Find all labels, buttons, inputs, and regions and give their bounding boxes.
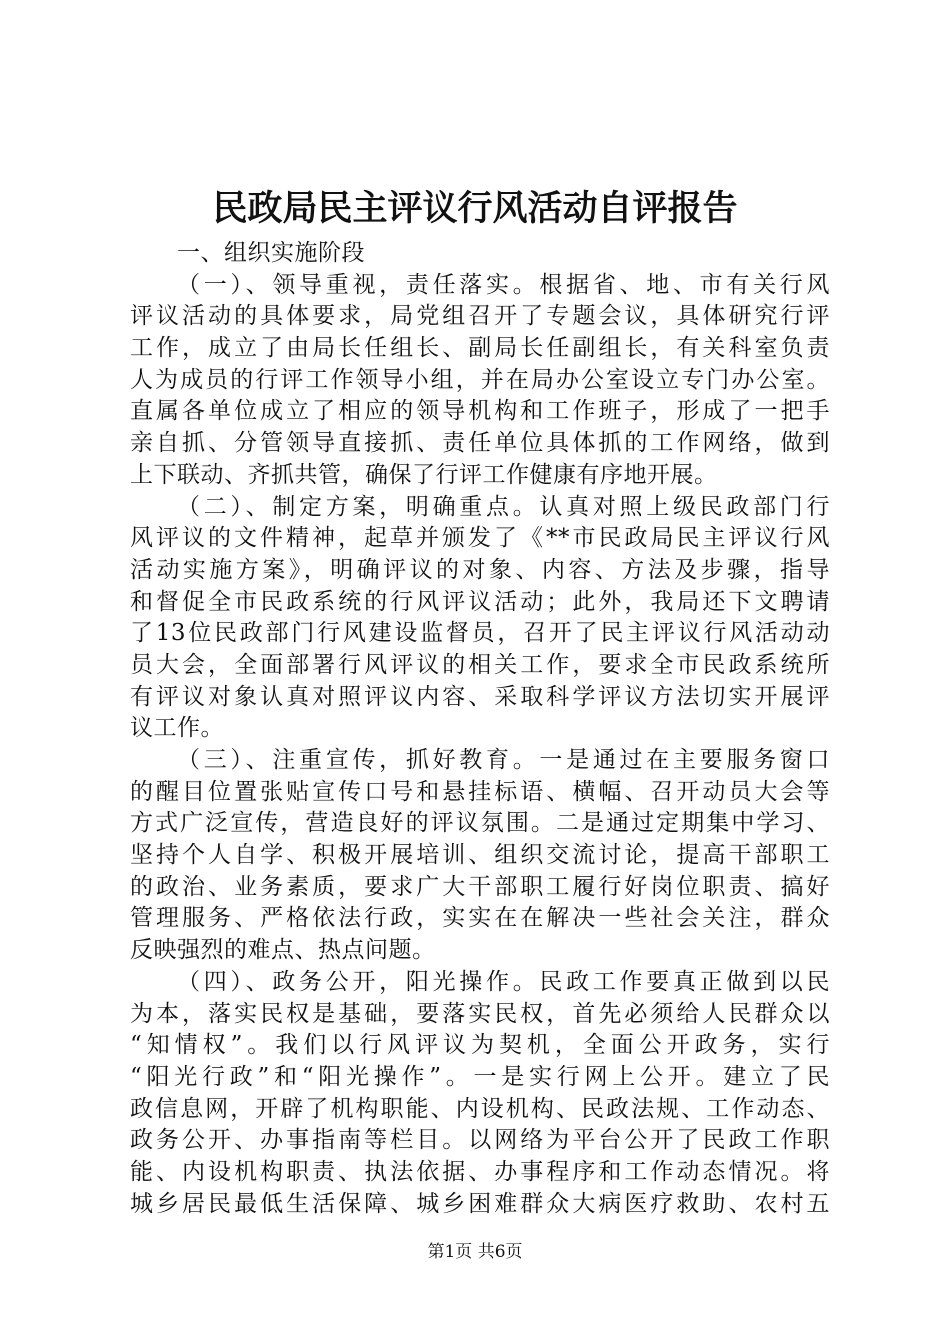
- paragraph-line: 为本，落实民权是基础，要落实民权，首先必须给人民群众以: [130, 1000, 830, 1027]
- paragraph-line: 的政治、业务素质，要求广大干部职工履行好岗位职责、搞好: [130, 873, 830, 900]
- paragraph-line: 直属各单位成立了相应的领导机构和工作班子，形成了一把手: [130, 398, 830, 425]
- paragraph-line: 上下联动、齐抓共管，确保了行评工作健康有序地开展。: [130, 461, 718, 488]
- paragraph-line: （三）、注重宣传，抓好教育。一是通过在主要服务窗口: [177, 747, 830, 773]
- paragraph-line: （四）、政务公开，阳光操作。民政工作要真正做到以民: [177, 968, 830, 995]
- paragraph-line: 政信息网，开辟了机构职能、内设机构、民政法规、工作动态、: [130, 1095, 830, 1122]
- paragraph-line: 管理服务、严格依法行政，实实在在解决一些社会关注，群众: [130, 905, 830, 932]
- paragraph-line: 员大会，全面部署行风评议的相关工作，要求全市民政系统所: [130, 651, 830, 678]
- paragraph-line: 风评议的文件精神，起草并颁发了《**市民政局民主评议行风: [130, 525, 830, 552]
- paragraph-line: 了13位民政部门行风建设监督员，召开了民主评议行风活动动: [130, 620, 830, 647]
- paragraph-line: 评议活动的具体要求，局党组召开了专题会议，具体研究行评: [130, 303, 830, 330]
- paragraph-line: 活动实施方案》，明确评议的对象、内容、方法及步骤，指导: [130, 556, 830, 583]
- section-heading: 一、组织实施阶段: [177, 240, 365, 266]
- paragraph-line: 政务公开、办事指南等栏目。以网络为平台公开了民政工作职: [130, 1127, 830, 1154]
- document-title: 民政局民主评议行风活动自评报告: [212, 188, 738, 229]
- paragraph-line: 工作，成立了由局长任组长、副局长任副组长，有关科室负责: [130, 335, 830, 362]
- paragraph-line: 的醒目位置张贴宣传口号和悬挂标语、横幅、召开动员大会等: [130, 778, 830, 805]
- paragraph-line: 坚持个人自学、积极开展培训、组织交流讨论，提高干部职工: [130, 842, 830, 869]
- paragraph-line: 亲自抓、分管领导直接抓、责任单位具体抓的工作网络，做到: [130, 430, 830, 457]
- paragraph-line: 能、内设机构职责、执法依据、办事程序和工作动态情况。将: [130, 1158, 830, 1185]
- paragraph-line: 和督促全市民政系统的行风评议活动；此外，我局还下文聘请: [130, 588, 830, 615]
- paragraph-line: 城乡居民最低生活保障、城乡困难群众大病医疗救助、农村五: [130, 1190, 830, 1217]
- paragraph-line: 人为成员的行评工作领导小组，并在局办公室设立专门办公室。: [130, 366, 830, 393]
- paragraph-line: （二）、制定方案，明确重点。认真对照上级民政部门行: [177, 493, 830, 520]
- paragraph-line: “阳光行政”和“阳光操作”。一是实行网上公开。建立了民: [130, 1063, 830, 1090]
- paragraph-line: （一）、领导重视，责任落实。根据省、地、市有关行风: [177, 271, 830, 298]
- paragraph-line: “知情权”。我们以行风评议为契机，全面公开政务，实行: [130, 1032, 830, 1059]
- document-body: [130, 238, 830, 1220]
- paragraph-line: 反映强烈的难点、热点问题。: [130, 937, 436, 964]
- paragraph-line: 有评议对象认真对照评议内容、采取科学评议方法切实开展评: [130, 683, 830, 710]
- page-number: 第1页 共6页: [427, 1242, 523, 1262]
- paragraph-line: 方式广泛宣传，营造良好的评议氛围。二是通过定期集中学习、: [130, 810, 830, 837]
- paragraph-line: 议工作。: [130, 715, 224, 742]
